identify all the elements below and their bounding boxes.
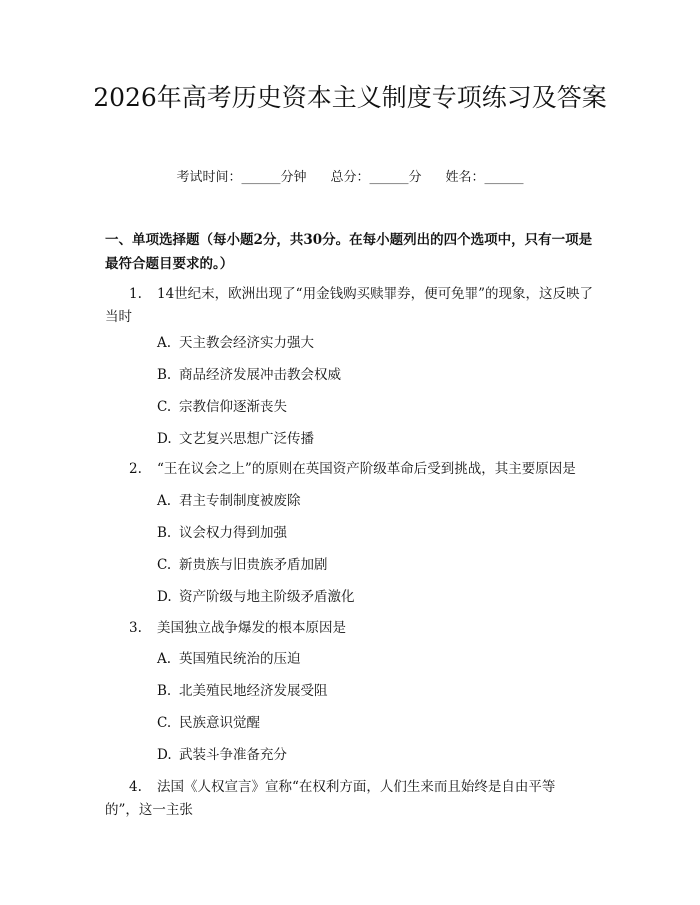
question-1-option-b[interactable] [157,365,597,385]
score-label: 总分： [330,170,370,185]
option-text: 天主教会经济实力强大 [179,335,314,351]
option-text: 议会权力得到加强 [179,525,287,541]
question-3-option-b[interactable] [157,681,597,701]
option-text: 商品经济发展冲击教会权威 [179,367,341,383]
question-1-option-c[interactable] [157,397,597,417]
question-2-stem [105,458,605,481]
option-letter: A. [157,335,172,351]
score-blank: ______ [369,170,409,185]
option-text: 君主专制制度被废除 [179,493,301,509]
question-text: 14世纪末，欧洲出现了“用金钱购买赎罪券，便可免罪”的现象，这反映了当时 [105,286,593,325]
question-text: 法国《人权宣言》宣称“在权利方面，人们生来而且始终是自由平等的”，这一主张 [105,779,556,818]
question-2-option-d[interactable] [157,587,597,607]
option-letter: A. [157,651,172,667]
option-letter: C. [157,399,172,415]
option-letter: A. [157,493,172,509]
question-number: 2. [129,461,142,477]
question-1-option-d[interactable] [157,429,597,449]
option-text: 英国殖民统治的压迫 [179,651,301,667]
section-heading: 一、单项选择题（每小题2分，共30分。在每小题列出的四个选项中，只有一项是最符合题目要求的。） [105,232,593,272]
question-text: “王在议会之上”的原则在英国资产阶级革命后受到挑战，其主要原因是 [157,461,576,477]
question-1-stem [105,283,605,329]
option-letter: C. [157,557,172,573]
question-3-option-c[interactable] [157,713,597,733]
option-text: 新贵族与旧贵族矛盾加剧 [179,557,328,573]
time-unit: 分钟 [280,170,307,185]
question-number: 1. [129,286,142,302]
option-text: 武装斗争准备充分 [179,747,287,763]
question-text: 美国独立战争爆发的根本原因是 [157,620,346,636]
time-blank: ______ [241,170,281,185]
option-letter: B. [157,367,172,383]
time-label: 考试时间： [176,170,242,185]
question-2-option-a[interactable] [157,491,597,511]
name-blank: ______ [484,170,524,185]
score-unit: 分 [408,170,422,185]
question-3-stem [105,617,605,640]
exam-info-line [0,168,700,188]
question-1-option-a[interactable] [157,333,597,353]
option-letter: D. [157,747,172,763]
question-number: 3. [129,620,142,636]
option-letter: C. [157,715,172,731]
option-text: 北美殖民地经济发展受阻 [179,683,328,699]
option-text: 宗教信仰逐渐丧失 [179,399,287,415]
option-letter: D. [157,589,172,605]
option-letter: B. [157,683,172,699]
option-text: 资产阶级与地主阶级矛盾激化 [179,589,355,605]
question-3-option-d[interactable] [157,745,597,765]
question-number: 4. [129,779,142,795]
question-4-stem [105,776,565,822]
name-label: 姓名： [445,170,485,185]
question-3-option-a[interactable] [157,649,597,669]
question-2-option-c[interactable] [157,555,597,575]
option-letter: D. [157,431,172,447]
option-letter: B. [157,525,172,541]
option-text: 民族意识觉醒 [179,715,260,731]
option-text: 文艺复兴思想广泛传播 [179,431,314,447]
page-title: 2026年高考历史资本主义制度专项练习及答案 [93,83,607,112]
question-2-option-b[interactable] [157,523,597,543]
